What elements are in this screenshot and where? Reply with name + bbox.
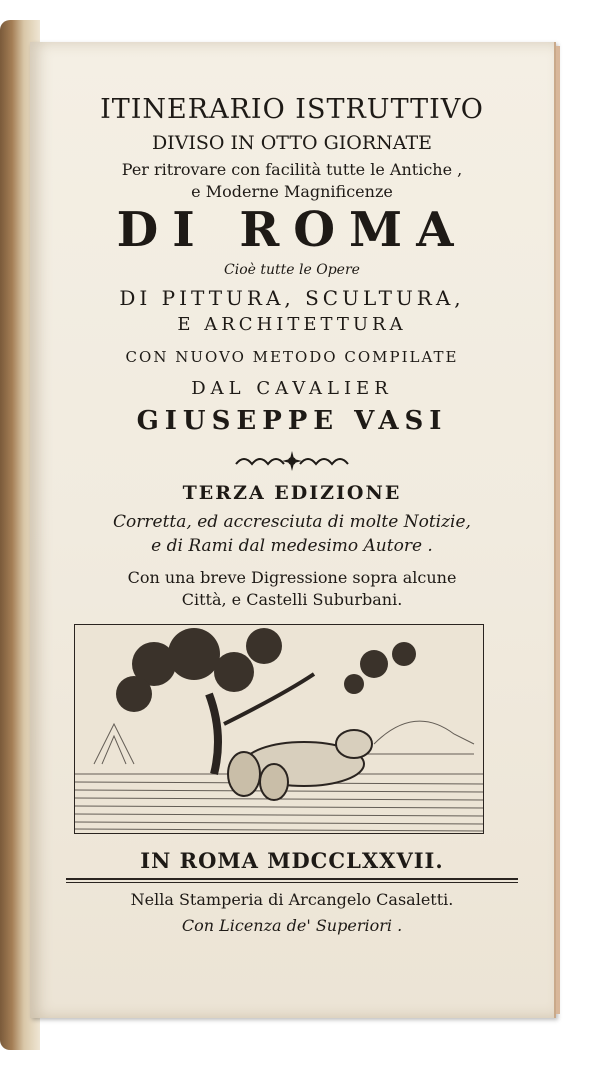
title-line-3: Per ritrovare con facilità tutte le Antiche , xyxy=(121,160,463,179)
edition-label: TERZA EDIZIONE xyxy=(182,482,402,504)
title-line-6: Cioè tutte le Opere xyxy=(224,262,360,278)
imprint-place-date: IN ROMA MDCCLXXVII. xyxy=(140,848,444,873)
title-line-13: Corretta, ed accresciuta di molte Notizie, xyxy=(113,512,471,532)
she-wolf-engraving-image xyxy=(74,624,484,834)
main-title-di-roma: DI ROMA xyxy=(116,202,468,258)
title-page xyxy=(30,42,556,1018)
double-rule-thin xyxy=(66,882,518,883)
title-line-15: Con una breve Digressione sopra alcune xyxy=(127,568,457,587)
title-line-14: e di Rami dal medesimo Autore . xyxy=(151,536,433,556)
title-line-9: CON NUOVO METODO COMPILATE xyxy=(125,348,459,366)
double-rule xyxy=(66,878,518,880)
imprint-license: Con Licenza de' Superiori . xyxy=(181,916,403,935)
page-edge xyxy=(556,46,560,1014)
title-line-16: Città, e Castelli Suburbani. xyxy=(181,590,403,609)
imprint-printer: Nella Stamperia di Arcangelo Casaletti. xyxy=(130,890,454,909)
title-line-1: ITINERARIO ISTRUTTIVO xyxy=(100,94,484,125)
title-line-2: DIVISO IN OTTO GIORNATE xyxy=(151,132,433,154)
author-name: GIUSEPPE VASI xyxy=(136,406,448,436)
title-line-4: e Moderne Magnificenze xyxy=(191,182,393,201)
title-line-10: DAL CAVALIER xyxy=(191,378,393,399)
printers-ornament-icon xyxy=(230,450,354,472)
title-line-7: DI PITTURA, SCULTURA, xyxy=(119,286,465,310)
title-line-8: E ARCHITETTURA xyxy=(177,314,407,335)
